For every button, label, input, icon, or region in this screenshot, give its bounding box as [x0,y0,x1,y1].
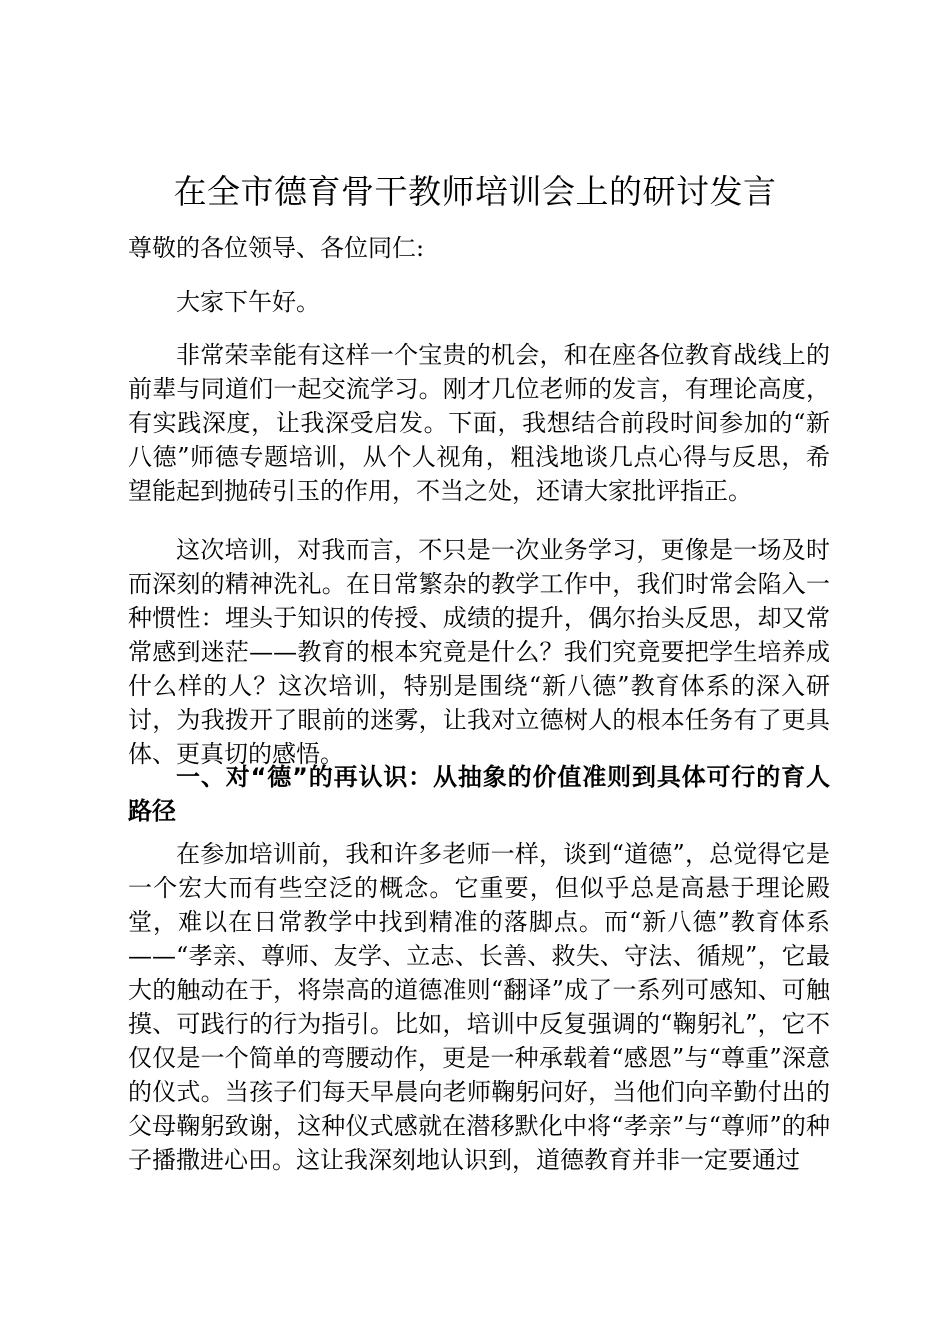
paragraph-section-1: 在参加培训前，我和许多老师一样，谈到“道德”，总觉得它是一个宏大而有些空泛的概念。它重要，但似乎总是高悬于理论殿堂，难以在日常教学中找到精准的落脚点。而“新八德”教育体系——“孝亲、尊师、友学、立志、长善、救失、守法、循规”，它最大的触动在于，将崇高的道德准则“翻译”成了一系列可感知、可触摸、可践行的行为指引。比如，培训中反复强调的“鞠躬礼”，它不仅仅是一个简单的弯腰动作，更是一种承载着“感恩”与“尊重”深意的仪式。当孩子们每天早晨向老师鞠躬问好，当他们向辛勤付出的父母鞠躬致谢，这种仪式感就在潜移默化中将“孝亲”与“尊师”的种子播撒进心田。这让我深刻地认识到，道德教育并非一定要通过 [128,840,830,1174]
section-heading-1: 一、对“德”的再认识：从抽象的价值准则到具体可行的育人路径 [128,763,830,825]
salutation: 尊敬的各位领导、各位同仁: [128,234,425,262]
greeting: 大家下午好。 [176,288,320,316]
paragraph-training: 这次培训，对我而言，不只是一次业务学习，更像是一场及时而深刻的精神洗礼。在日常繁杂的教学工作中，我们时常会陷入一种惯性：埋头于知识的传授、成绩的提升，偶尔抬头反思，却又常常感到迷茫——教育的根本究竟是什么？我们究竟要把学生培养成什么样的人？这次培训，特别是围绕“新八德”教育体系的深入研讨，为我拨开了眼前的迷雾，让我对立德树人的根本任务有了更具体、更真切的感悟。 [128,536,830,768]
document-title: 在全市德育骨干教师培训会上的研讨发言 [173,172,777,211]
paragraph-intro: 非常荣幸能有这样一个宝贵的机会，和在座各位教育战线上的前辈与同道们一起交流学习。刚才几位老师的发言，有理论高度，有实践深度，让我深受启发。下面，我想结合前段时间参加的“新八德”师德专题培训，从个人视角，粗浅地谈几点心得与反思，希望能起到抛砖引玉的作用，不当之处，还请大家批评指正。 [128,341,830,505]
